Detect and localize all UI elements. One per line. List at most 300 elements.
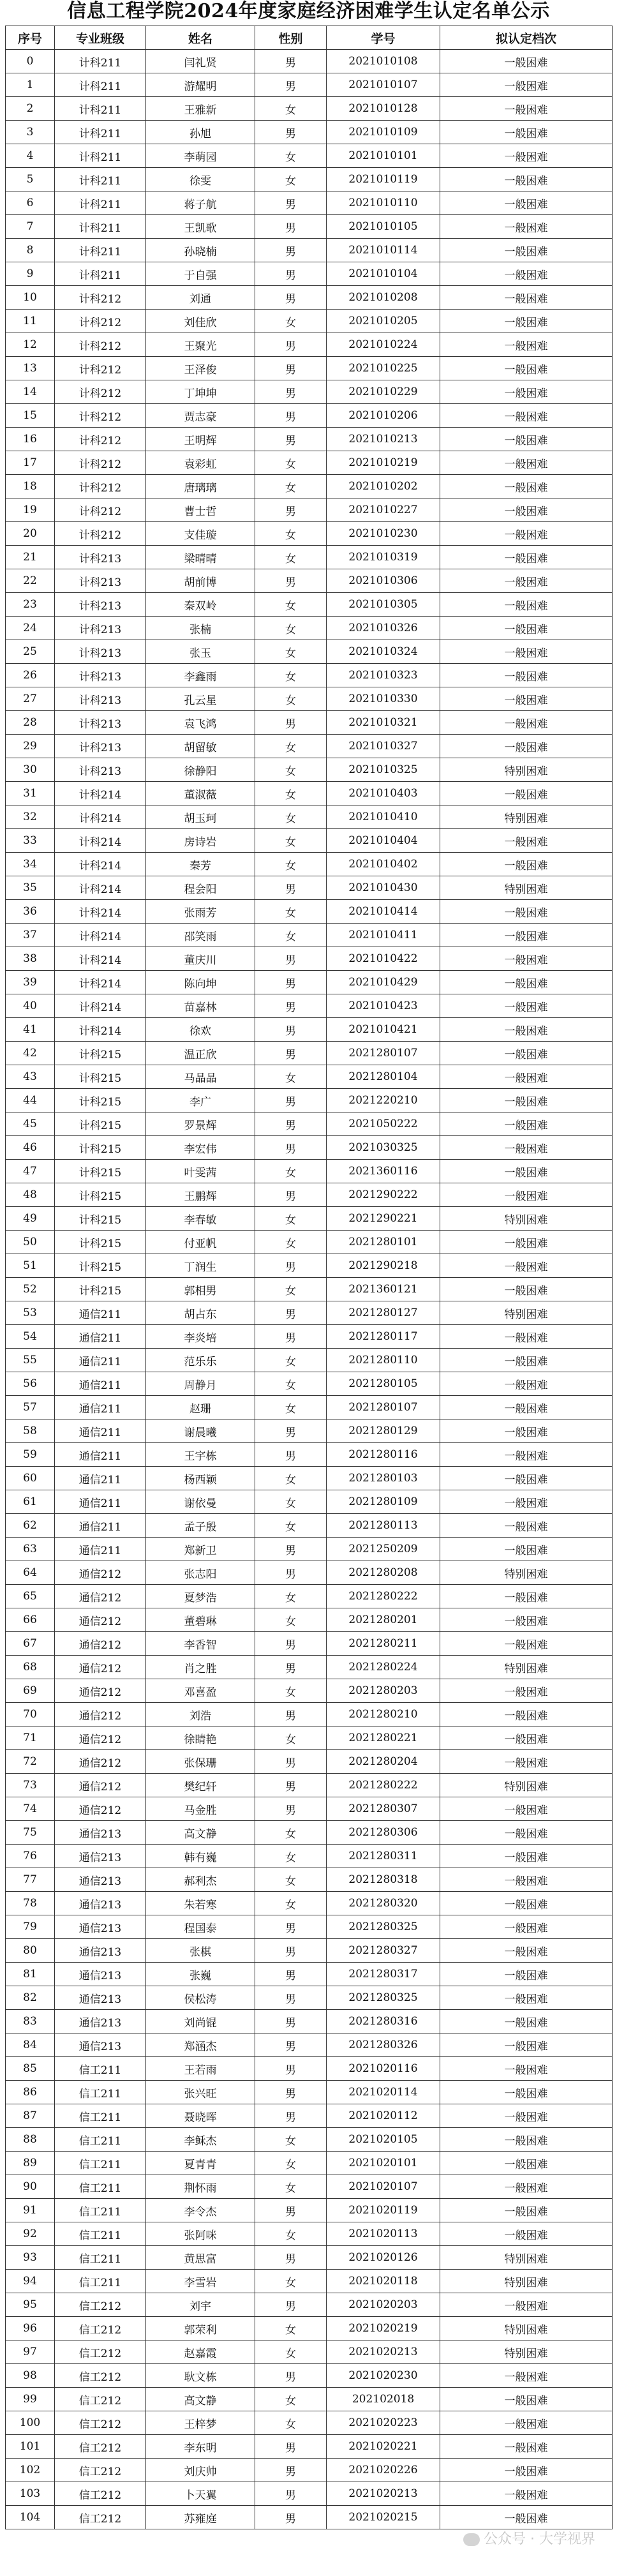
cell-class: 计科212 [55,522,146,546]
table-row [6,1372,613,1396]
table-row [6,829,613,853]
cell-name: 支佳璇 [146,522,255,546]
cell-student-id: 2021010108 [327,50,440,73]
cell-class: 计科211 [55,144,146,168]
cell-index: 86 [6,2081,55,2104]
cell-gender: 女 [255,617,327,640]
table-row [6,498,613,522]
cell-gender: 男 [255,333,327,357]
cell-class: 计科212 [55,451,146,475]
table-row [6,617,613,640]
cell-gender: 男 [255,1018,327,1042]
cell-student-id: 2021280110 [327,1349,440,1372]
cell-name: 范乐乐 [146,1349,255,1372]
cell-name: 张巍 [146,1963,255,1986]
cell-class: 计科212 [55,404,146,428]
cell-student-id: 2021290218 [327,1254,440,1278]
cell-level: 一般困难 [440,2435,613,2459]
cell-name: 胡玉珂 [146,805,255,829]
cell-student-id: 2021280203 [327,1679,440,1703]
cell-student-id: 2021280316 [327,2010,440,2033]
cell-class: 信工211 [55,2128,146,2152]
cell-gender: 男 [255,498,327,522]
table-row [6,1656,613,1679]
cell-index: 51 [6,1254,55,1278]
cell-level: 一般困难 [440,664,613,687]
cell-student-id: 2021010206 [327,404,440,428]
cell-name: 孔云星 [146,687,255,711]
cell-class: 通信212 [55,1797,146,1821]
cell-index: 39 [6,971,55,994]
cell-level: 一般困难 [440,380,613,404]
table-row [6,121,613,144]
cell-gender: 男 [255,262,327,286]
cell-level: 一般困难 [440,1278,613,1301]
cell-gender: 女 [255,593,327,617]
cell-name: 王凯歌 [146,215,255,239]
table-row [6,191,613,215]
cell-index: 7 [6,215,55,239]
cell-gender: 男 [255,994,327,1018]
cell-level: 一般困难 [440,1608,613,1632]
cell-student-id: 2021280306 [327,1821,440,1845]
cell-index: 61 [6,1490,55,1514]
cell-class: 计科213 [55,617,146,640]
table-row [6,758,613,782]
cell-level: 一般困难 [440,2104,613,2128]
cell-name: 刘尚锟 [146,2010,255,2033]
cell-name: 李炎培 [146,1325,255,1349]
cell-student-id: 2021010326 [327,617,440,640]
col-header-student-id: 学号 [327,26,440,50]
cell-student-id: 2021020226 [327,2459,440,2482]
cell-gender: 女 [255,640,327,664]
cell-index: 17 [6,451,55,475]
cell-name: 李春敏 [146,1207,255,1231]
cell-class: 计科212 [55,380,146,404]
table-row [6,1868,613,1892]
cell-name: 董碧琳 [146,1608,255,1632]
cell-gender: 男 [255,2081,327,2104]
cell-student-id: 2021280129 [327,1419,440,1443]
cell-level: 特别困难 [440,1561,613,1585]
cell-student-id: 2021280222 [327,1774,440,1797]
cell-gender: 女 [255,1490,327,1514]
cell-level: 一般困难 [440,191,613,215]
table-row [6,735,613,758]
table-row [6,168,613,191]
cell-name: 刘庆帅 [146,2459,255,2482]
cell-index: 11 [6,310,55,333]
cell-index: 83 [6,2010,55,2033]
cell-level: 一般困难 [440,1160,613,1183]
cell-name: 夏梦浩 [146,1585,255,1608]
cell-student-id: 2021020116 [327,2057,440,2081]
cell-name: 王雅新 [146,97,255,121]
col-header-index: 序号 [6,26,55,50]
cell-class: 计科213 [55,711,146,735]
table-row [6,215,613,239]
cell-name: 马晶晶 [146,1065,255,1089]
cell-index: 53 [6,1301,55,1325]
table-row [6,1561,613,1585]
cell-name: 耿文栋 [146,2364,255,2388]
cell-index: 62 [6,1514,55,1538]
cell-class: 计科211 [55,215,146,239]
cell-index: 93 [6,2246,55,2270]
cell-class: 信工212 [55,2459,146,2482]
cell-level: 一般困难 [440,900,613,924]
cell-gender: 男 [255,357,327,380]
cell-class: 通信213 [55,1868,146,1892]
cell-class: 计科211 [55,168,146,191]
cell-gender: 女 [255,1608,327,1632]
cell-index: 91 [6,2199,55,2222]
table-row [6,73,613,97]
cell-name: 贾志豪 [146,404,255,428]
table-row [6,50,613,73]
cell-index: 76 [6,1845,55,1868]
cell-index: 78 [6,1892,55,1915]
cell-class: 通信211 [55,1349,146,1372]
cell-class: 通信212 [55,1656,146,1679]
cell-student-id: 2021010107 [327,73,440,97]
cell-gender: 男 [255,1656,327,1679]
cell-name: 郑涵杰 [146,2033,255,2057]
cell-level: 一般困难 [440,168,613,191]
table-row [6,1042,613,1065]
cell-class: 计科215 [55,1160,146,1183]
table-row [6,1963,613,1986]
cell-class: 计科214 [55,805,146,829]
cell-index: 55 [6,1349,55,1372]
cell-index: 81 [6,1963,55,1986]
col-header-level: 拟认定档次 [440,26,613,50]
cell-class: 通信212 [55,1632,146,1656]
cell-name: 张志阳 [146,1561,255,1585]
table-row [6,924,613,947]
cell-student-id: 2021010404 [327,829,440,853]
cell-index: 85 [6,2057,55,2081]
cell-name: 徐欢 [146,1018,255,1042]
cell-level: 一般困难 [440,215,613,239]
cell-name: 王宇栋 [146,1443,255,1467]
cell-level: 一般困难 [440,1915,613,1939]
cell-gender: 男 [255,2010,327,2033]
cell-student-id: 2021280116 [327,1443,440,1467]
cell-student-id: 2021280327 [327,1939,440,1963]
cell-name: 王明辉 [146,428,255,451]
table-row [6,2482,613,2506]
cell-gender: 男 [255,2364,327,2388]
table-row [6,2222,613,2246]
cell-level: 一般困难 [440,640,613,664]
cell-name: 高文静 [146,2388,255,2411]
cell-level: 一般困难 [440,1797,613,1821]
cell-gender: 男 [255,1042,327,1065]
cell-index: 21 [6,546,55,569]
cell-student-id: 2021010119 [327,168,440,191]
table-row [6,2435,613,2459]
cell-level: 特别困难 [440,1774,613,1797]
cell-class: 通信213 [55,2010,146,2033]
cell-student-id: 2021280320 [327,1892,440,1915]
cell-student-id: 2021010208 [327,286,440,310]
cell-index: 33 [6,829,55,853]
cell-class: 计科212 [55,498,146,522]
cell-level: 一般困难 [440,1703,613,1726]
cell-student-id: 2021010230 [327,522,440,546]
cell-class: 计科215 [55,1089,146,1112]
cell-level: 一般困难 [440,428,613,451]
cell-name: 荆怀雨 [146,2175,255,2199]
cell-student-id: 2021010225 [327,357,440,380]
cell-class: 通信211 [55,1514,146,1538]
cell-student-id: 2021220210 [327,1089,440,1112]
cell-gender: 男 [255,2293,327,2317]
cell-index: 3 [6,121,55,144]
cell-gender: 女 [255,758,327,782]
cell-index: 16 [6,428,55,451]
cell-student-id: 2021020215 [327,2506,440,2529]
cell-student-id: 2021280317 [327,1963,440,1986]
cell-index: 92 [6,2222,55,2246]
cell-name: 王聚光 [146,333,255,357]
cell-name: 秦双岭 [146,593,255,617]
cell-index: 37 [6,924,55,947]
cell-level: 一般困难 [440,924,613,947]
cell-index: 58 [6,1419,55,1443]
cell-level: 一般困难 [440,239,613,262]
table-row [6,2459,613,2482]
cell-name: 孟子殷 [146,1514,255,1538]
table-row [6,2246,613,2270]
cell-level: 特别困难 [440,1207,613,1231]
cell-student-id: 2021280326 [327,2033,440,2057]
cell-class: 计科214 [55,900,146,924]
cell-gender: 女 [255,1585,327,1608]
cell-index: 100 [6,2411,55,2435]
cell-gender: 男 [255,121,327,144]
cell-class: 计科211 [55,73,146,97]
table-row [6,971,613,994]
col-header-class: 专业班级 [55,26,146,50]
cell-level: 一般困难 [440,735,613,758]
cell-level: 一般困难 [440,1372,613,1396]
cell-class: 通信212 [55,1608,146,1632]
cell-class: 通信213 [55,2033,146,2057]
cell-level: 一般困难 [440,2128,613,2152]
cell-class: 计科214 [55,971,146,994]
cell-level: 一般困难 [440,1396,613,1419]
table-row [6,1183,613,1207]
cell-name: 于自强 [146,262,255,286]
table-row [6,262,613,286]
cell-index: 54 [6,1325,55,1349]
cell-name: 程会阳 [146,876,255,900]
table-row [6,475,613,498]
cell-level: 一般困难 [440,2506,613,2529]
cell-level: 一般困难 [440,2222,613,2246]
cell-gender: 男 [255,1089,327,1112]
cell-student-id: 2021010229 [327,380,440,404]
cell-index: 98 [6,2364,55,2388]
cell-gender: 男 [255,215,327,239]
cell-student-id: 2021280113 [327,1514,440,1538]
cell-class: 计科214 [55,876,146,900]
cell-student-id: 2021020113 [327,2222,440,2246]
cell-index: 24 [6,617,55,640]
cell-level: 一般困难 [440,475,613,498]
cell-student-id: 2021280104 [327,1065,440,1089]
cell-gender: 女 [255,900,327,924]
page-title: 信息工程学院2024年度家庭经济困难学生认定名单公示 [67,0,550,22]
cell-name: 邵笑雨 [146,924,255,947]
cell-class: 通信213 [55,1986,146,2010]
cell-level: 一般困难 [440,971,613,994]
cell-name: 王泽俊 [146,357,255,380]
cell-name: 丁润生 [146,1254,255,1278]
cell-index: 74 [6,1797,55,1821]
cell-index: 59 [6,1443,55,1467]
cell-class: 计科214 [55,853,146,876]
cell-class: 计科213 [55,593,146,617]
cell-level: 一般困难 [440,1065,613,1089]
table-row [6,876,613,900]
table-row [6,1585,613,1608]
table-row [6,1797,613,1821]
cell-class: 通信211 [55,1419,146,1443]
table-row [6,1939,613,1963]
table-row [6,2411,613,2435]
cell-name: 聂晓晖 [146,2104,255,2128]
table-row [6,1419,613,1443]
cell-name: 高文静 [146,1821,255,1845]
cell-student-id: 2021360121 [327,1278,440,1301]
table-row [6,1915,613,1939]
cell-student-id: 2021020118 [327,2270,440,2293]
cell-level: 特别困难 [440,1656,613,1679]
cell-class: 计科215 [55,1231,146,1254]
cell-name: 刘佳欣 [146,310,255,333]
cell-name: 程国泰 [146,1915,255,1939]
cell-name: 徐睛艳 [146,1726,255,1750]
cell-level: 一般困难 [440,1042,613,1065]
cell-index: 23 [6,593,55,617]
cell-level: 一般困难 [440,144,613,168]
cell-level: 一般困难 [440,1349,613,1372]
table-row [6,1986,613,2010]
cell-gender: 男 [255,947,327,971]
cell-level: 特别困难 [440,876,613,900]
cell-index: 99 [6,2388,55,2411]
table-row [6,1325,613,1349]
cell-index: 5 [6,168,55,191]
cell-student-id: 2021360116 [327,1160,440,1183]
cell-index: 102 [6,2459,55,2482]
cell-student-id: 2021020219 [327,2317,440,2340]
cell-gender: 男 [255,876,327,900]
table-row [6,2317,613,2340]
cell-index: 19 [6,498,55,522]
cell-student-id: 2021280325 [327,1915,440,1939]
cell-name: 赵珊 [146,1396,255,1419]
cell-class: 信工211 [55,2104,146,2128]
cell-class: 计科213 [55,758,146,782]
cell-index: 29 [6,735,55,758]
cell-student-id: 2021280201 [327,1608,440,1632]
cell-index: 70 [6,1703,55,1726]
cell-class: 信工211 [55,2081,146,2104]
cell-index: 28 [6,711,55,735]
cell-index: 1 [6,73,55,97]
table-row [6,2104,613,2128]
cell-index: 36 [6,900,55,924]
table-row [6,2175,613,2199]
cell-name: 罗景辉 [146,1112,255,1136]
cell-level: 特别困难 [440,2246,613,2270]
cell-gender: 女 [255,1278,327,1301]
cell-class: 信工212 [55,2364,146,2388]
cell-student-id: 2021280107 [327,1042,440,1065]
cell-gender: 男 [255,2459,327,2482]
cell-index: 65 [6,1585,55,1608]
cell-index: 49 [6,1207,55,1231]
cell-name: 胡前博 [146,569,255,593]
table-row [6,522,613,546]
cell-gender: 男 [255,2435,327,2459]
cell-index: 26 [6,664,55,687]
cell-index: 43 [6,1065,55,1089]
cell-index: 2 [6,97,55,121]
cell-class: 计科215 [55,1254,146,1278]
cell-index: 9 [6,262,55,286]
cell-class: 计科212 [55,333,146,357]
cell-student-id: 2021010321 [327,711,440,735]
cell-student-id: 2021280318 [327,1868,440,1892]
cell-gender: 男 [255,2506,327,2529]
table-header-row [6,26,613,50]
cell-index: 67 [6,1632,55,1656]
cell-student-id: 2021280117 [327,1325,440,1349]
cell-student-id: 2021290222 [327,1183,440,1207]
cell-name: 秦芳 [146,853,255,876]
cell-level: 一般困难 [440,50,613,73]
cell-level: 一般困难 [440,711,613,735]
cell-level: 特别困难 [440,2317,613,2340]
cell-name: 李广 [146,1089,255,1112]
cell-index: 12 [6,333,55,357]
cell-name: 徐静阳 [146,758,255,782]
cell-student-id: 2021010325 [327,758,440,782]
cell-gender: 女 [255,664,327,687]
cell-index: 64 [6,1561,55,1585]
cell-gender: 男 [255,1963,327,1986]
cell-index: 30 [6,758,55,782]
cell-name: 朱若寒 [146,1892,255,1915]
cell-student-id: 2021010403 [327,782,440,805]
cell-level: 一般困难 [440,1443,613,1467]
cell-gender: 男 [255,2246,327,2270]
cell-level: 特别困难 [440,2340,613,2364]
cell-level: 一般困难 [440,2459,613,2482]
cell-gender: 男 [255,2033,327,2057]
cell-gender: 男 [255,1136,327,1160]
table-row [6,546,613,569]
table-row [6,640,613,664]
cell-gender: 女 [255,1160,327,1183]
table-row [6,1679,613,1703]
